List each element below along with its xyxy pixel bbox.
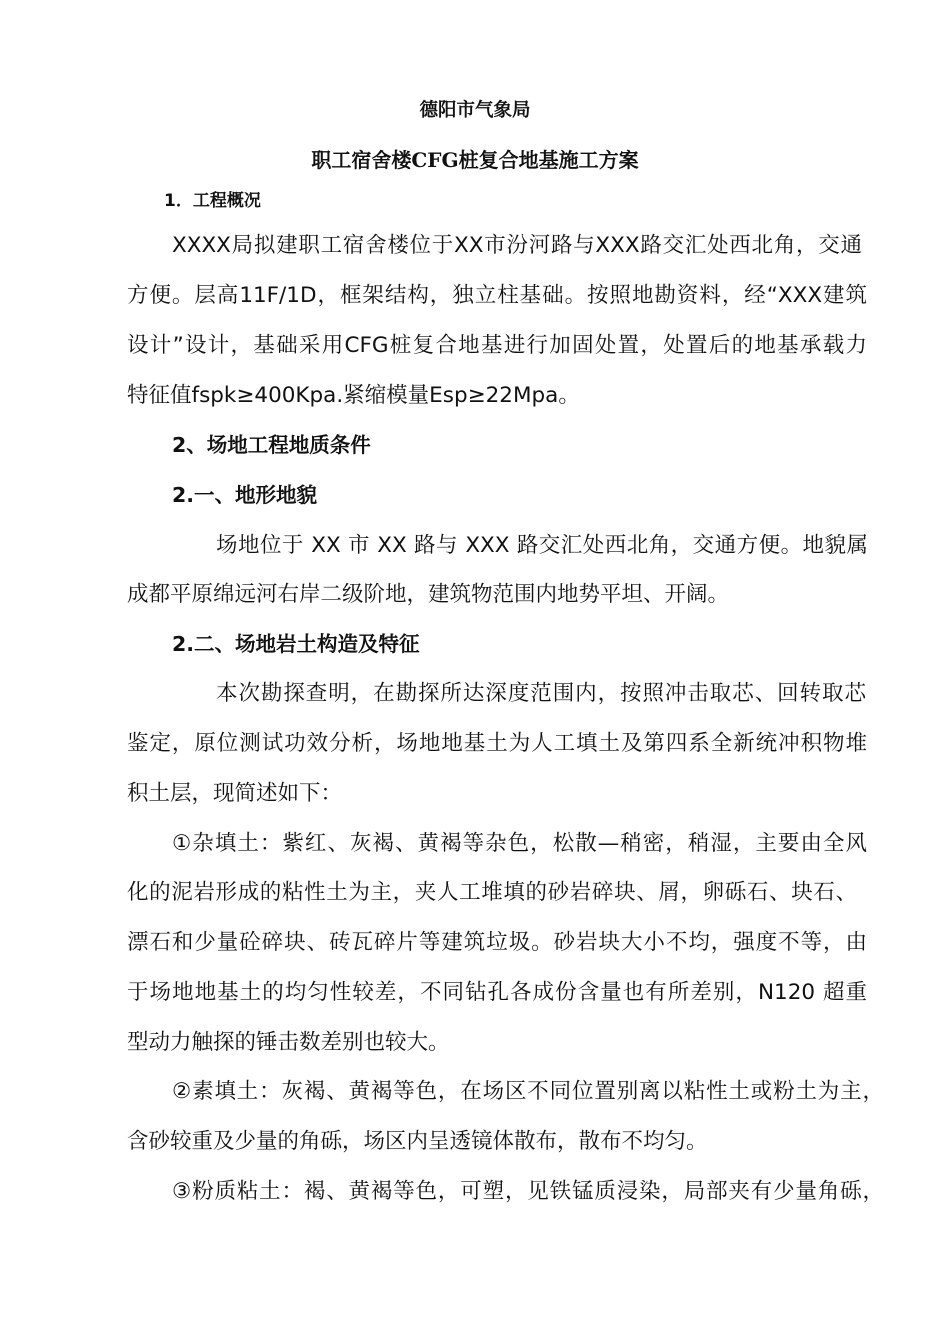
document-title: 德阳市气象局 bbox=[419, 100, 531, 121]
section-heading-geology: 2、场地工程地质条件 bbox=[172, 433, 371, 457]
paragraph-line: 场地位于 XX 市 XX 路与 XXX 路交汇处西北角，交通方便。地貌属 bbox=[216, 533, 868, 558]
paragraph-line: 方便。层高11F/1D，框架结构，独立柱基础。按照地勘资料，经“XXX建筑 bbox=[127, 283, 867, 308]
paragraph-line: 漂石和少量砼碎块、砖瓦碎片等建筑垃圾。砂岩块大小不均，强度不等，由 bbox=[127, 930, 867, 955]
paragraph-line: 积土层，现简述如下： bbox=[127, 781, 343, 806]
paragraph-line: ②素填土：灰褐、黄褐等色，在场区不同位置别离以粘性土或粉土为主， bbox=[172, 1079, 884, 1104]
section-heading-terrain: 2.一、地形地貌 bbox=[172, 483, 318, 507]
paragraph-line: 鉴定，原位测试功效分析，场地地基土为人工填土及第四系全新统冲积物堆 bbox=[127, 731, 867, 756]
section-heading-strata: 2.二、场地岩土构造及特征 bbox=[172, 632, 420, 656]
paragraph-line: 特征值fspk≥400Kpa.紧缩模量Esp≥22Mpa。 bbox=[127, 383, 580, 408]
section-heading-overview: 1．工程概况 bbox=[164, 191, 261, 211]
paragraph-line: ①杂填土：紫红、灰褐、黄褐等杂色，松散—稍密，稍湿，主要由全风 bbox=[172, 831, 867, 856]
paragraph-line: 含砂较重及少量的角砾，场区内呈透镜体散布，散布不均匀。 bbox=[127, 1129, 708, 1154]
paragraph-line: 于场地地基土的均匀性较差，不同钻孔各成份含量也有所差别，N120 超重 bbox=[127, 980, 867, 1005]
document-subtitle: 职工宿舍楼CFG桩复合地基施工方案 bbox=[311, 148, 639, 172]
paragraph-line: ③粉质粘土：褐、黄褐等色，可塑，见铁锰质浸染，局部夹有少量角砾， bbox=[172, 1179, 884, 1204]
paragraph-line: 本次勘探查明，在勘探所达深度范围内，按照冲击取芯、回转取芯 bbox=[216, 681, 866, 706]
paragraph-line: 设计”设计，基础采用CFG桩复合地基进行加固处置，处置后的地基承载力 bbox=[127, 333, 867, 358]
paragraph-line: 型动力触探的锤击数差别也较大。 bbox=[127, 1030, 450, 1055]
paragraph-line: 成都平原绵远河右岸二级阶地，建筑物范围内地势平坦、开阔。 bbox=[127, 582, 730, 607]
paragraph-line: XXXX局拟建职工宿舍楼位于XX市汾河路与XXX路交汇处西北角，交通 bbox=[172, 233, 862, 258]
paragraph-line: 化的泥岩形成的粘性土为主，夹人工堆填的砂岩碎块、屑，卵砾石、块石、 bbox=[127, 880, 857, 905]
